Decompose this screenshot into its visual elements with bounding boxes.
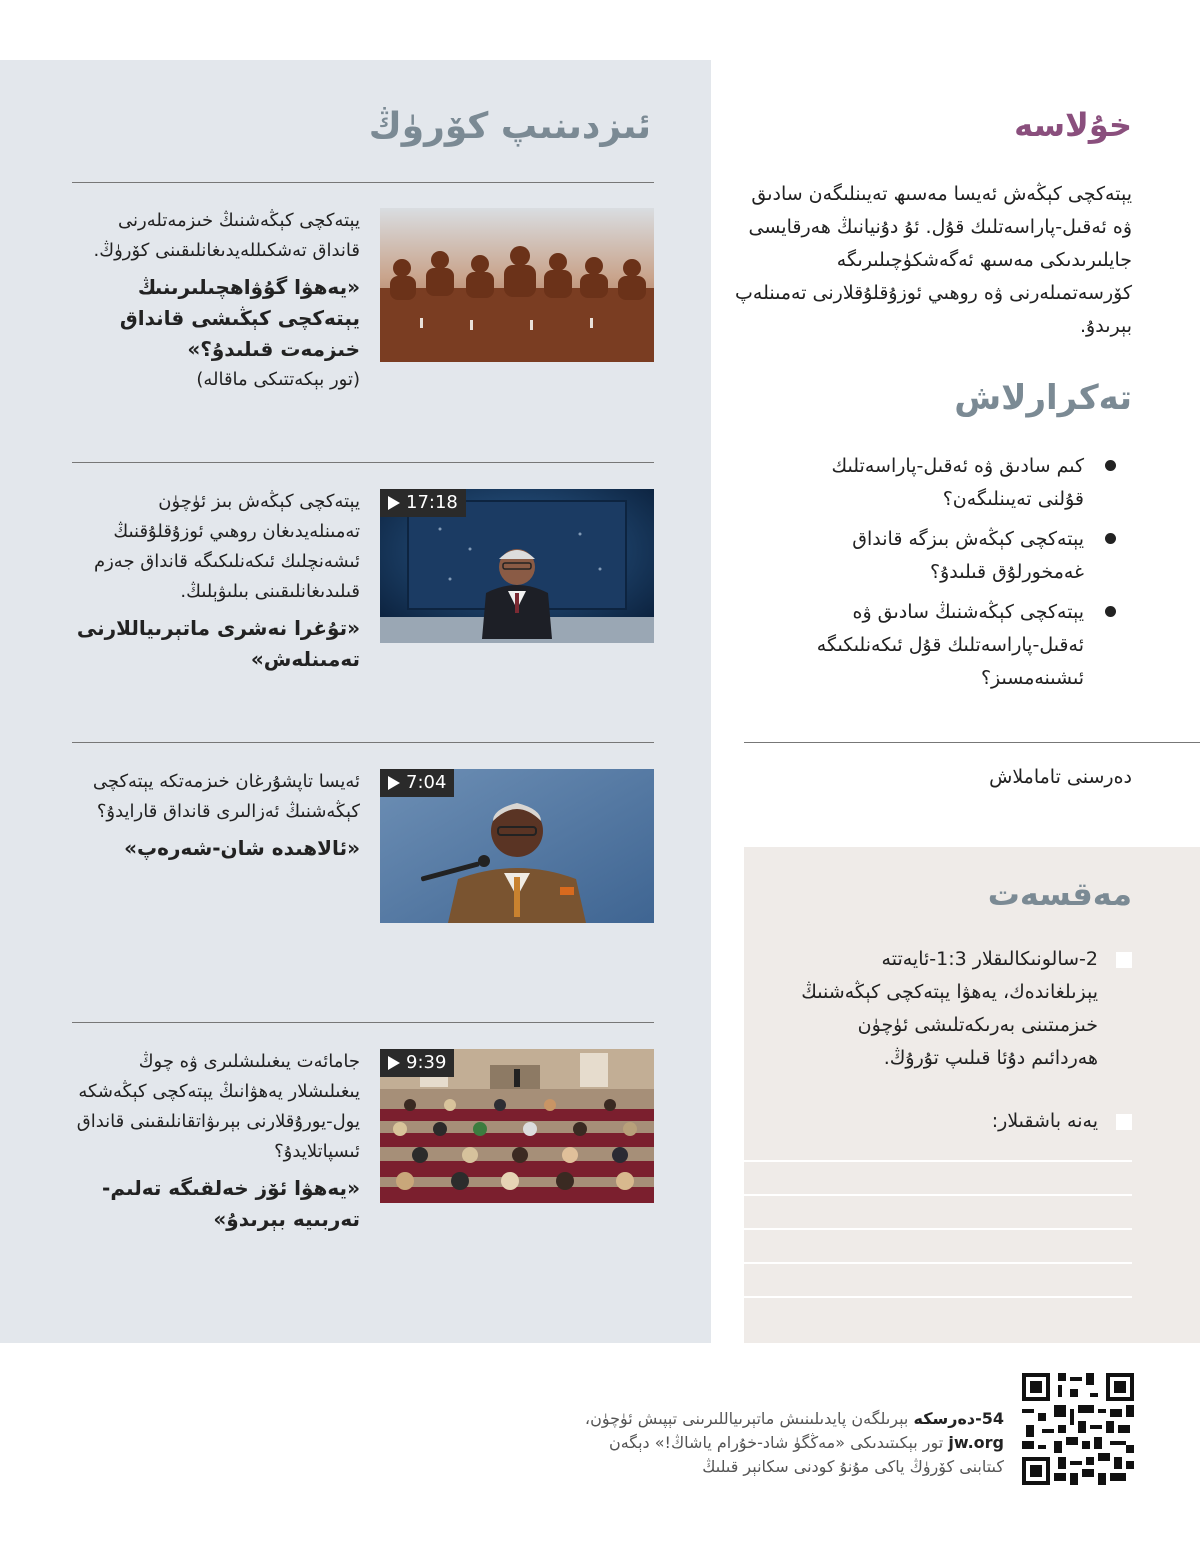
goal-checkbox[interactable]: [1116, 952, 1132, 968]
speaker-video-thumbnail[interactable]: [380, 489, 654, 643]
footer: [0, 1343, 1200, 1543]
video-duration-badge: 9:39: [380, 1049, 454, 1077]
footer-text: [444, 1407, 1004, 1479]
explore-divider: [72, 462, 654, 463]
meeting-silhouette-image[interactable]: [380, 208, 654, 362]
review-item: [802, 523, 1132, 589]
explore-item-1: [72, 206, 360, 395]
review-title: تەكرارلاش: [954, 378, 1132, 418]
explore-description: جامائەت يىغىلىشلىرى ۋە چوڭ يىغىلىشلار يەھۋانىڭ يېتەكچى كېڭەشكە يول-يورۇقلارنى بېرىۋاتقانلىقىنى قانداق ئىسپاتلايدۇ؟: [76, 1051, 360, 1162]
footer-line-2: jw.org تور بېكىتىدىكى «مەڭگۈ شاد-خۇرام ياشاڭ!» دېگەن: [608, 1433, 1004, 1452]
review-item-text: يېتەكچى كېڭەشنىڭ سادىق ۋە ئەقىل-پاراسەتلىك قۇل ئىكەنلىكىگە ئىشىنەمسىز؟: [816, 601, 1084, 689]
explore-description: يېتەكچى كېڭەشنىڭ خىزمەتلەرنى قانداق تەشكىللەيدىغانلىقىنى كۆرۈڭ.: [93, 210, 360, 261]
goal-item-text: يەنە باشقىلار:: [991, 1110, 1098, 1132]
review-item: [802, 450, 1132, 516]
bullet-icon: [1105, 606, 1116, 617]
review-item-text: يېتەكچى كېڭەش بىزگە قانداق غەمخورلۇق قىلىدۇ؟: [852, 528, 1084, 583]
explore-divider: [72, 742, 654, 743]
lesson-complete-label[interactable]: دەرسنى تاماملاش: [989, 766, 1132, 788]
goal-item-other: [792, 1105, 1132, 1138]
goal-checkbox[interactable]: [1116, 1114, 1132, 1130]
explore-item-2: [72, 487, 360, 675]
goal-box: [744, 847, 1200, 1343]
goal-item: [792, 943, 1132, 1075]
explore-link[interactable]: «ئالاھىدە شان-شەرەپ»: [124, 836, 360, 860]
footer-lesson-ref: 54-دەرسكە: [913, 1409, 1004, 1428]
footer-line-1: 54-دەرسكە بېرىلگەن پايدىلىنىش ماتېرىياللىرىنى تېپىش ئۈچۈن،: [584, 1409, 1004, 1428]
qr-code-icon[interactable]: [1022, 1373, 1134, 1489]
footer-site-link[interactable]: jw.org: [948, 1433, 1004, 1452]
play-icon: [388, 776, 400, 790]
explore-divider: [72, 1022, 654, 1023]
goal-title: مەقسەت: [987, 875, 1132, 913]
video-duration-badge: 7:04: [380, 769, 454, 797]
write-line[interactable]: [744, 1160, 1132, 1162]
explore-item-4: [72, 1047, 360, 1235]
bullet-icon: [1105, 533, 1116, 544]
review-list: [802, 450, 1132, 702]
explore-link[interactable]: «يەھۋا گۇۋاھچىلىرىنىڭ يېتەكچى كېڭىشى قانداق خىزمەت قىلىدۇ؟»: [119, 275, 360, 361]
explore-description: ئەيسا تاپشۇرغان خىزمەتكە يېتەكچى كېڭەشنىڭ ئەزالىرى قانداق قارايدۇ؟: [92, 771, 360, 822]
write-line[interactable]: [744, 1194, 1132, 1196]
explore-link[interactable]: «يەھۋا ئۆز خەلقىگە تەلىم-تەربىيە بېرىدۇ»: [102, 1176, 360, 1231]
summary-text: يېتەكچى كېڭەش ئەيسا مەسىھ تەيىنلىگەن سادىق ۋە ئەقىل-پاراسەتلىك قۇل. ئۇ دۇنيانىڭ ھەرقايسى جايلىرىدىكى مەسىھ ئەگەشكۈچىلىرىگە كۆرسەتمىلەرنى ۋە روھىي ئوزۇقلۇقلارنى تەمىنلەپ بېرىدۇ.: [735, 183, 1132, 337]
video-duration-badge: 17:18: [380, 489, 466, 517]
bullet-icon: [1105, 460, 1116, 471]
write-line[interactable]: [744, 1228, 1132, 1230]
explore-item-3: [72, 767, 360, 864]
play-icon: [388, 1056, 400, 1070]
write-line[interactable]: [744, 1262, 1132, 1264]
explore-description: يېتەكچى كېڭەش بىز ئۈچۈن تەمىنلەيدىغان روھىي ئوزۇقلۇقنىڭ ئىشەنچلىك ئىكەنلىكىگە قانداق جەزم قىلىدىغانلىقىنى بىلىۋېلىڭ.: [93, 491, 360, 602]
goal-item-text: 2-سالونىكالىقلار 1:3-ئايەتتە يېزىلغاندەك، يەھۋا يېتەكچى كېڭەشنىڭ خىزمىتىنى بەرىكەتلىشى ئۈچۈن ھەردائىم دۇئا قىلىپ تۇرۇڭ.: [801, 948, 1098, 1069]
summary-title: خۇلاسە: [1014, 106, 1132, 144]
assembly-video-thumbnail[interactable]: [380, 1049, 654, 1203]
review-item: [802, 596, 1132, 695]
explore-column: [0, 60, 711, 1343]
speaker-video-thumbnail[interactable]: [380, 769, 654, 923]
explore-note: (تور بېكەتتىكى ماقالە): [196, 369, 360, 390]
explore-link[interactable]: «تۇغرا نەشرى ماتېرىياللارنى تەمىنلەش»: [76, 616, 360, 671]
explore-divider: [72, 182, 654, 183]
explore-title: ئىزدىنىپ كۆرۈڭ: [368, 106, 651, 147]
play-icon: [388, 496, 400, 510]
right-column: [735, 60, 1200, 1343]
section-divider: [744, 742, 1200, 743]
review-item-text: كىم سادىق ۋە ئەقىل-پاراسەتلىك قۇلنى تەيىنلىگەن؟: [831, 455, 1084, 510]
footer-line-3: كىتابنى كۆرۈڭ ياكى مۇنۇ كودنى سكانېر قىلىڭ: [702, 1457, 1004, 1476]
write-line[interactable]: [744, 1296, 1132, 1298]
